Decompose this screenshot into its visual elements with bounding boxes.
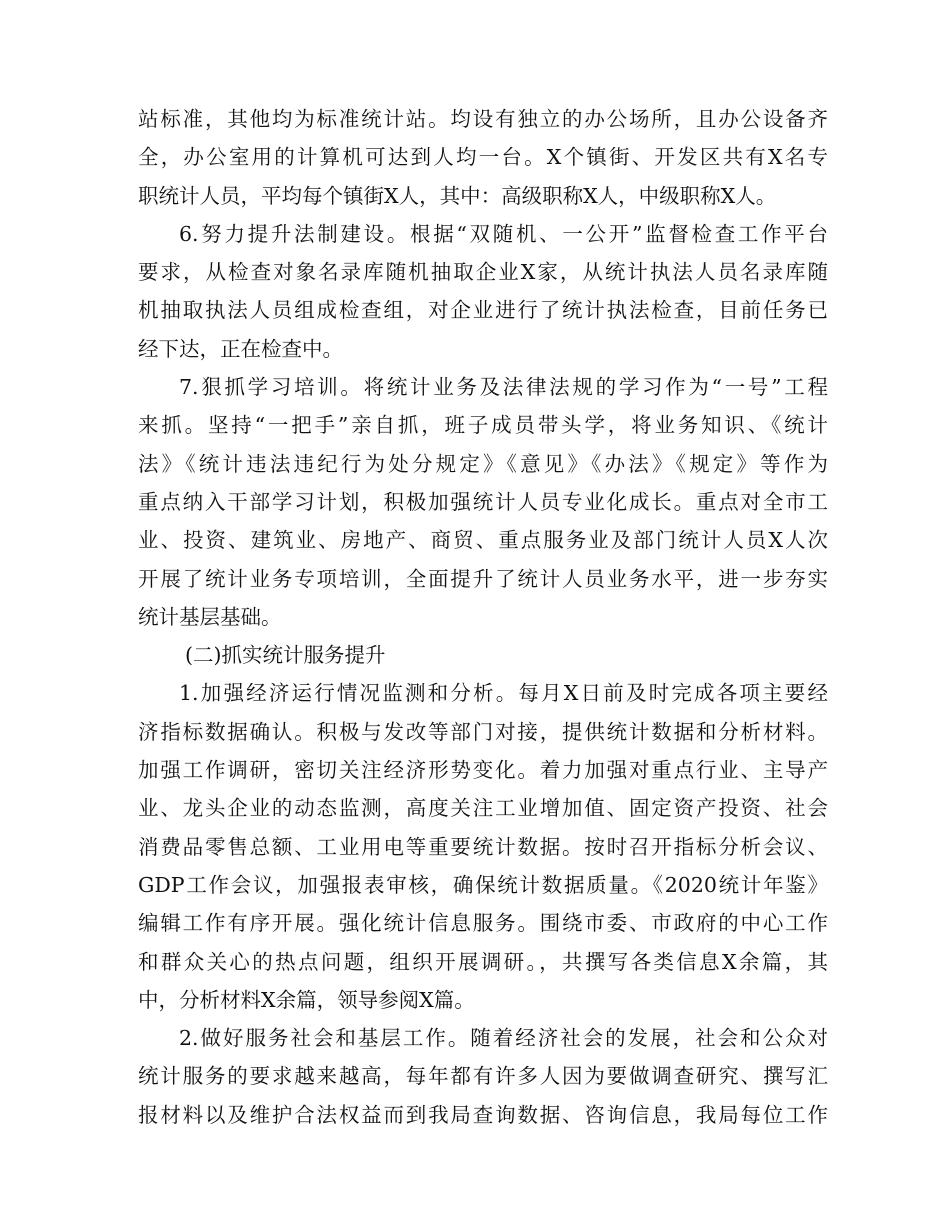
body-line: 开展了统计业务专项培训，全面提升了统计人员业务水平，进一步夯实: [138, 566, 828, 591]
body-line: 中，分析材料X余篇，领导参阅X篇。: [138, 987, 475, 1012]
section-heading: (二)抓实统计服务提升: [185, 643, 386, 668]
paragraph-first-line: 2.做好服务社会和基层工作。随着经济社会的发展，社会和公众对: [179, 1026, 828, 1051]
document-page: [138, 100, 828, 1134]
body-line: 机抽取执法人员组成检查组，对企业进行了统计执法检查，目前任务已: [138, 298, 828, 323]
body-line: 站标准，其他均为标准统计站。均设有独立的办公场所，且办公设备齐: [138, 107, 828, 131]
body-line: 加强工作调研，密切关注经济形势变化。着力加强对重点行业、主导产: [138, 758, 828, 783]
paragraph-first-line: 1.加强经济运行情况监测和分析。每月X日前及时完成各项主要经: [179, 681, 828, 706]
body-line: 消费品零售总额、工业用电等重要统计数据。按时召开指标分析会议、: [138, 834, 828, 859]
body-line: 编辑工作有序开展。强化统计信息服务。围绕市委、市政府的中心工作: [138, 911, 828, 936]
body-line: 来抓。坚持“一把手”亲自抓，班子成员带头学，将业务知识、《统计: [138, 413, 828, 438]
body-line: 经下达，正在检查中。: [138, 336, 343, 361]
body-line: 重点纳入干部学习计划，积极加强统计人员专业化成长。重点对全市工: [138, 489, 828, 514]
body-line: GDP工作会议，加强报表审核，确保统计数据质量。《2020统计年鉴》: [138, 872, 828, 897]
body-line: 统计基层基础。: [138, 604, 282, 629]
body-line: 全，办公室用的计算机可达到人均一台。X个镇街、开发区共有X名专: [138, 145, 828, 170]
body-line: 济指标数据确认。积极与发改等部门对接，提供统计数据和分析材料。: [138, 719, 828, 744]
body-line: 和群众关心的热点问题，组织开展调研。，共撰写各类信息X余篇，其: [138, 949, 828, 974]
body-line: 统计服务的要求越来越高，每年都有许多人因为要做调查研究、撰写汇: [138, 1064, 828, 1089]
body-line: 报材料以及维护合法权益而到我局查询数据、咨询信息，我局每位工作: [138, 1102, 828, 1127]
body-line: 要求，从检查对象名录库随机抽取企业X家，从统计执法人员名录库随: [138, 260, 828, 285]
body-line: 业、龙头企业的动态监测，高度关注工业增加值、固定资产投资、社会: [138, 796, 828, 821]
paragraph-first-line: 6.努力提升法制建设。根据“双随机、一公开”监督检查工作平台: [179, 221, 828, 246]
body-line: 法》《统计违法违纪行为处分规定》《意见》《办法》《规定》等作为: [138, 451, 828, 476]
body-line: 职统计人员，平均每个镇街X人，其中：高级职称X人，中级职称X人。: [138, 183, 777, 208]
paragraph-first-line: 7.狠抓学习培训。将统计业务及法律法规的学习作为“一号”工程: [179, 375, 828, 400]
body-line: 业、投资、建筑业、房地产、商贸、重点服务业及部门统计人员X人次: [138, 528, 828, 553]
